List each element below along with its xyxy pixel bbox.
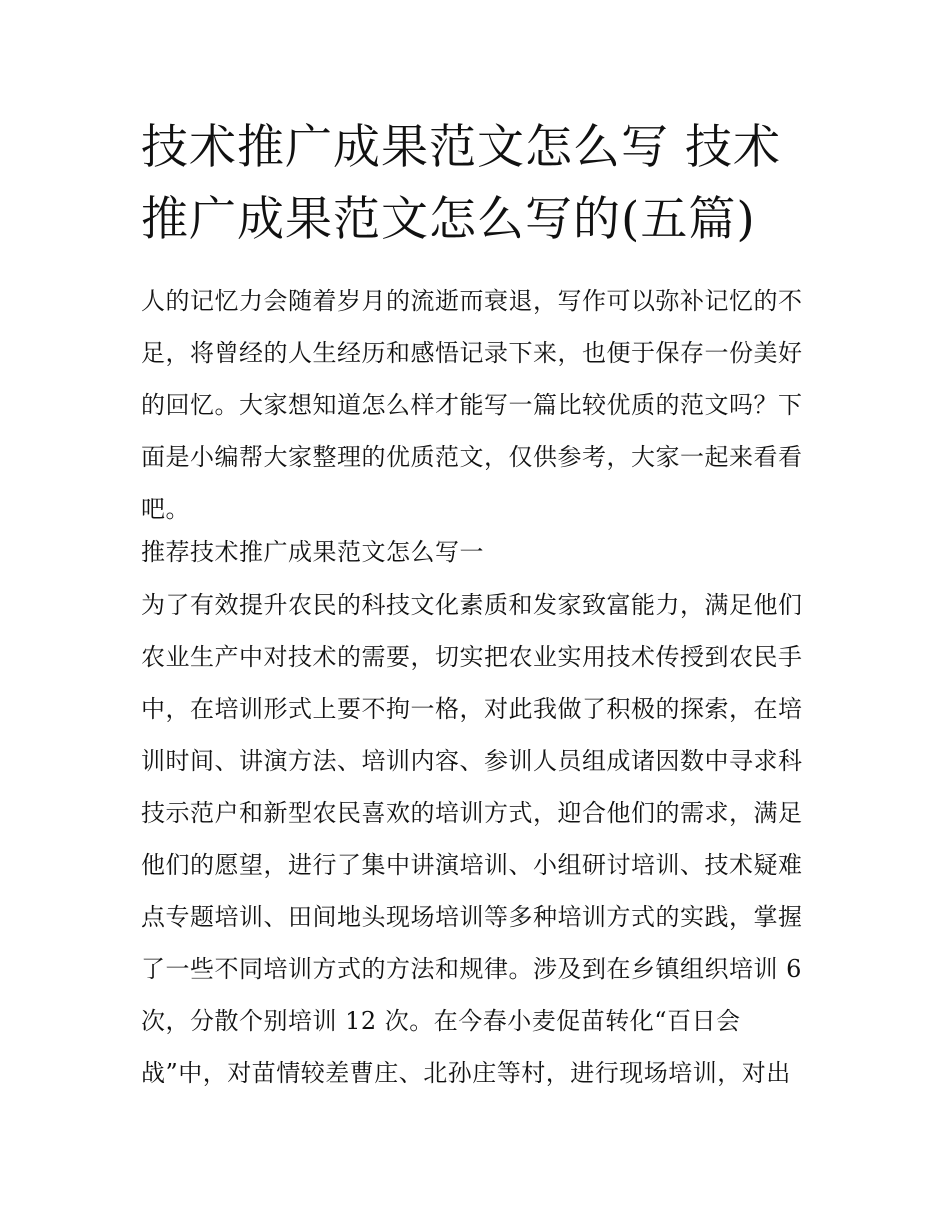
title-line: 技术推广成果范文怎么写 技术 — [141, 120, 781, 175]
body-paragraph — [141, 579, 821, 1099]
text-line: 中，在培训形式上要不拘一格，对此我做了积极的探索，在培 — [141, 695, 803, 723]
text-line: 足，将曾经的人生经历和感悟记录下来，也便于保存一份美好 — [141, 339, 803, 367]
text-line: 农业生产中对技术的需要，切实把农业实用技术传授到农民手 — [141, 643, 803, 671]
text-line: 面是小编帮大家整理的优质范文，仅供参考，大家一起来看看 — [141, 443, 803, 471]
text-line: 他们的愿望，进行了集中讲演培训、小组研讨培训、技术疑难 — [141, 851, 803, 879]
text-line: 点专题培训、田间地头现场培训等多种培训方式的实践，掌握 — [141, 903, 803, 931]
section-heading — [141, 526, 821, 578]
text-line: 次，分散个别培训 12 次。在今春小麦促苗转化“百日会 — [141, 1007, 741, 1035]
title-line: 推广成果范文怎么写的(五篇) — [141, 192, 756, 247]
text-line: 的回忆。大家想知道怎么样才能写一篇比较优质的范文吗？下 — [141, 391, 803, 419]
text-line: 吧。 — [141, 495, 190, 523]
document-title — [141, 112, 821, 256]
section-heading-text: 推荐技术推广成果范文怎么写一 — [141, 538, 484, 566]
text-line: 了一些不同培训方式的方法和规律。涉及到在乡镇组织培训 6 — [141, 955, 802, 983]
text-line: 训时间、讲演方法、培训内容、参训人员组成诸因数中寻求科 — [141, 747, 803, 775]
text-line: 为了有效提升农民的科技文化素质和发家致富能力，满足他们 — [141, 591, 803, 619]
text-line: 人的记忆力会随着岁月的流逝而衰退，写作可以弥补记忆的不 — [141, 287, 803, 315]
text-line: 战”中，对苗情较差曹庄、北孙庄等村，进行现场培训，对出 — [141, 1059, 791, 1087]
intro-paragraph — [141, 275, 821, 535]
text-line: 技示范户和新型农民喜欢的培训方式，迎合他们的需求，满足 — [141, 799, 803, 827]
